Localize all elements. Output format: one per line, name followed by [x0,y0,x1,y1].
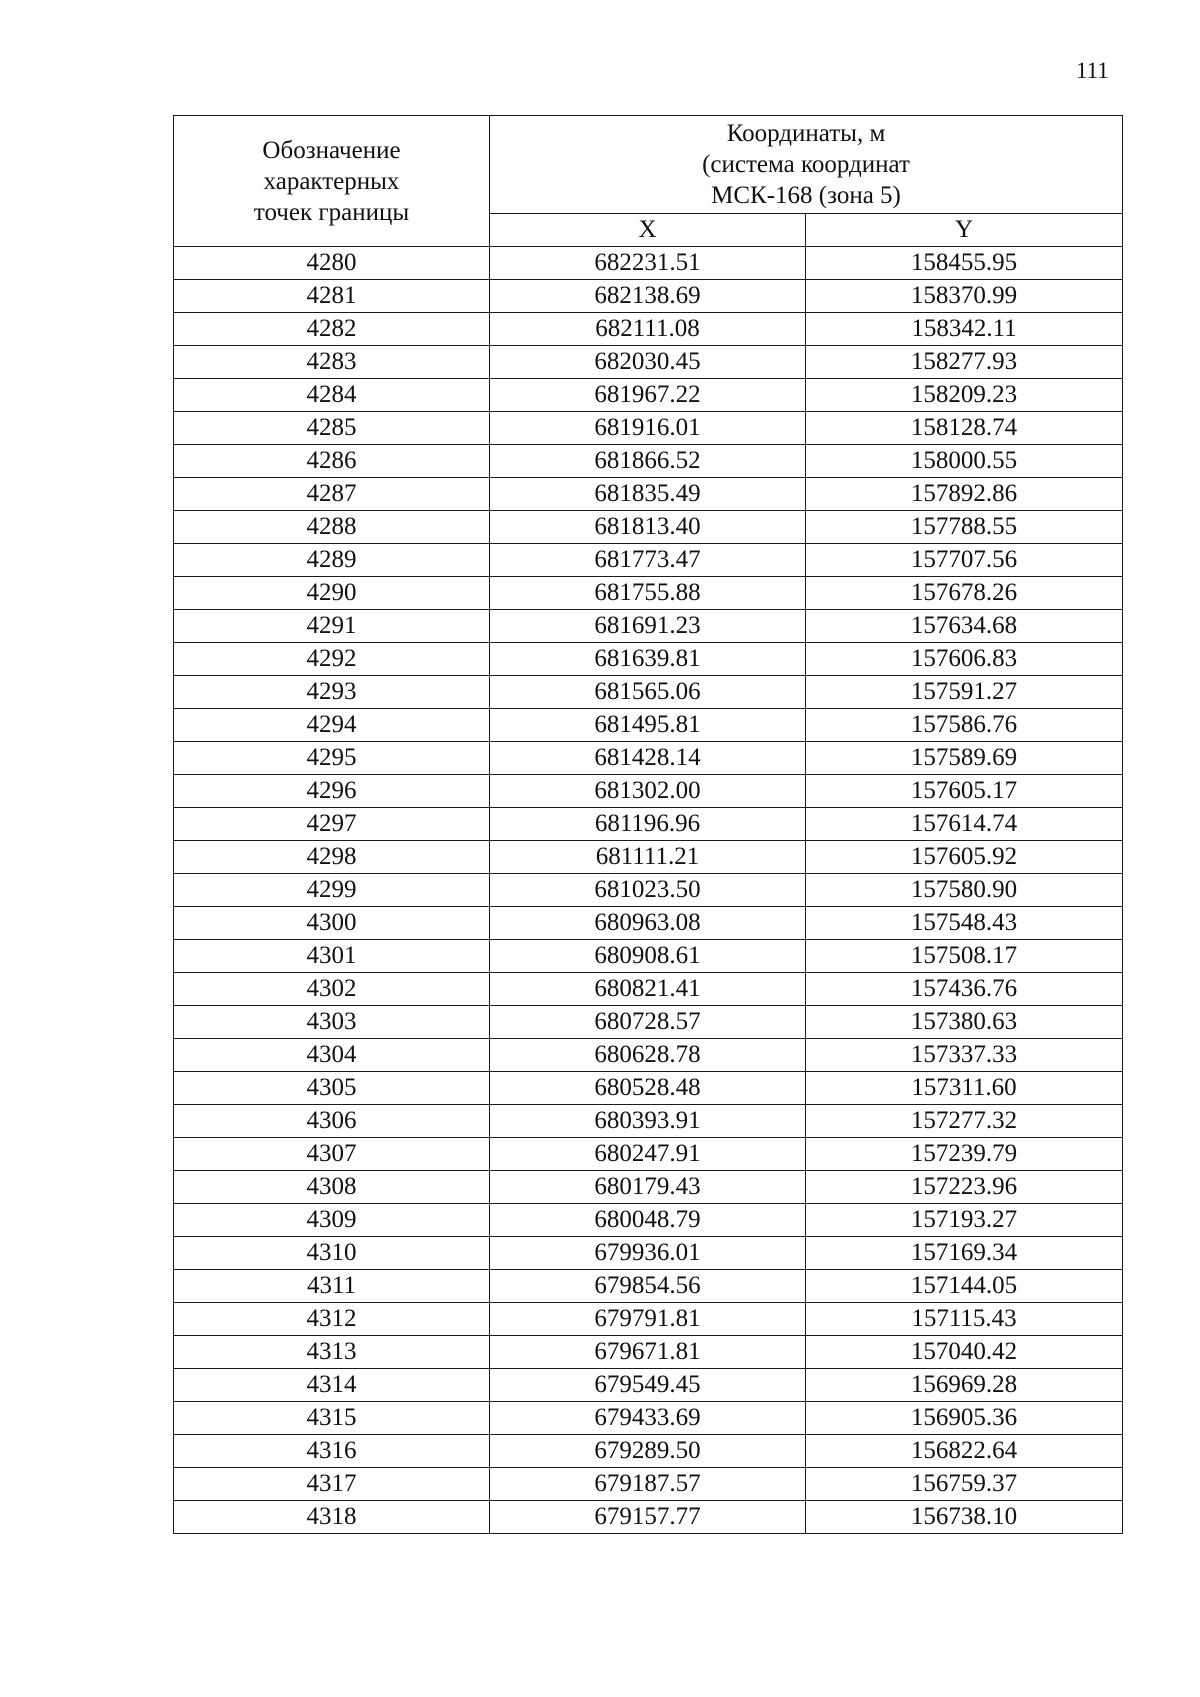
table-row [174,1138,1123,1171]
x-coordinate-cell: 682030.45 [490,346,806,379]
x-coordinate-cell: 679157.77 [490,1501,806,1534]
table-row [174,808,1123,841]
table-row [174,1039,1123,1072]
table-row [174,1369,1123,1402]
y-coordinate-cell: 156905.36 [806,1402,1123,1435]
y-coordinate-cell: 158128.74 [806,412,1123,445]
point-cell: 4287 [174,478,490,511]
table-row [174,511,1123,544]
y-coordinate-cell: 157614.74 [806,808,1123,841]
x-coordinate-cell: 681196.96 [490,808,806,841]
x-coordinate-cell: 681835.49 [490,478,806,511]
coords-header-line: Координаты, м [726,119,886,147]
y-coordinate-cell: 157605.92 [806,841,1123,874]
x-coordinate-cell: 681755.88 [490,577,806,610]
y-coordinate-cell: 157707.56 [806,544,1123,577]
table-row [174,775,1123,808]
point-cell: 4318 [174,1501,490,1534]
y-coordinate-cell: 157605.17 [806,775,1123,808]
y-coordinate-cell: 157508.17 [806,940,1123,973]
coordinates-header [490,116,1123,214]
point-cell: 4285 [174,412,490,445]
coordinates-table [173,115,1123,1534]
x-coordinate-cell: 681916.01 [490,412,806,445]
y-coordinate-cell: 158209.23 [806,379,1123,412]
point-cell: 4281 [174,280,490,313]
x-column-header: X [490,213,806,246]
table-row [174,247,1123,280]
x-coordinate-cell: 682231.51 [490,247,806,280]
table-row [174,1435,1123,1468]
x-coordinate-cell: 680628.78 [490,1039,806,1072]
table-row [174,1105,1123,1138]
coords-header-line: (система координат [702,150,910,178]
point-cell: 4308 [174,1171,490,1204]
x-coordinate-cell: 679549.45 [490,1369,806,1402]
x-coordinate-cell: 681302.00 [490,775,806,808]
point-cell: 4286 [174,445,490,478]
y-coordinate-cell: 158000.55 [806,445,1123,478]
y-coordinate-cell: 157606.83 [806,643,1123,676]
table-header [174,116,1123,247]
point-cell: 4293 [174,676,490,709]
table-row [174,709,1123,742]
point-cell: 4292 [174,643,490,676]
table-row [174,577,1123,610]
table-row [174,1336,1123,1369]
y-coordinate-cell: 158277.93 [806,346,1123,379]
x-coordinate-cell: 679433.69 [490,1402,806,1435]
point-cell: 4296 [174,775,490,808]
x-coordinate-cell: 681023.50 [490,874,806,907]
point-cell: 4307 [174,1138,490,1171]
y-coordinate-cell: 157586.76 [806,709,1123,742]
table-body [174,247,1123,1534]
x-coordinate-cell: 679187.57 [490,1468,806,1501]
y-coordinate-cell: 157436.76 [806,973,1123,1006]
y-coordinate-cell: 157169.34 [806,1237,1123,1270]
y-coordinate-cell: 157591.27 [806,676,1123,709]
y-coordinate-cell: 157380.63 [806,1006,1123,1039]
table-row [174,874,1123,907]
point-cell: 4315 [174,1402,490,1435]
y-coordinate-cell: 157311.60 [806,1072,1123,1105]
x-coordinate-cell: 679854.56 [490,1270,806,1303]
y-coordinate-cell: 157040.42 [806,1336,1123,1369]
x-coordinate-cell: 680821.41 [490,973,806,1006]
table-row [174,1237,1123,1270]
x-coordinate-cell: 681111.21 [490,841,806,874]
y-coordinate-cell: 157548.43 [806,907,1123,940]
point-cell: 4302 [174,973,490,1006]
point-cell: 4297 [174,808,490,841]
table-row [174,1468,1123,1501]
point-header-line: характерных [263,167,400,195]
y-coordinate-cell: 157144.05 [806,1270,1123,1303]
table-row [174,1270,1123,1303]
y-coordinate-cell: 157634.68 [806,610,1123,643]
y-coordinate-cell: 156822.64 [806,1435,1123,1468]
y-coordinate-cell: 157678.26 [806,577,1123,610]
x-coordinate-cell: 680963.08 [490,907,806,940]
table-row [174,907,1123,940]
y-coordinate-cell: 156759.37 [806,1468,1123,1501]
x-coordinate-cell: 682111.08 [490,313,806,346]
x-coordinate-cell: 679936.01 [490,1237,806,1270]
x-coordinate-cell: 680728.57 [490,1006,806,1039]
point-designation-header [174,116,490,247]
y-coordinate-cell: 156738.10 [806,1501,1123,1534]
table-row [174,544,1123,577]
table-row [174,1303,1123,1336]
point-header-line: точек границы [253,198,410,226]
point-cell: 4295 [174,742,490,775]
table-row [174,1501,1123,1534]
table-row [174,445,1123,478]
table-row [174,412,1123,445]
x-coordinate-cell: 680247.91 [490,1138,806,1171]
point-cell: 4294 [174,709,490,742]
point-cell: 4309 [174,1204,490,1237]
table-row [174,610,1123,643]
table-row [174,841,1123,874]
y-coordinate-cell: 158342.11 [806,313,1123,346]
table-row [174,1072,1123,1105]
point-cell: 4291 [174,610,490,643]
point-cell: 4312 [174,1303,490,1336]
point-cell: 4290 [174,577,490,610]
point-cell: 4283 [174,346,490,379]
table-row [174,643,1123,676]
point-cell: 4288 [174,511,490,544]
point-cell: 4310 [174,1237,490,1270]
point-cell: 4313 [174,1336,490,1369]
table-row [174,1006,1123,1039]
point-cell: 4305 [174,1072,490,1105]
y-coordinate-cell: 157115.43 [806,1303,1123,1336]
point-cell: 4280 [174,247,490,280]
point-header-line: Обозначение [262,136,401,164]
y-coordinate-cell: 156969.28 [806,1369,1123,1402]
y-column-header: Y [806,213,1123,246]
y-coordinate-cell: 157892.86 [806,478,1123,511]
page-number: 111 [1076,58,1109,83]
table-row [174,379,1123,412]
y-coordinate-cell: 157580.90 [806,874,1123,907]
point-cell: 4311 [174,1270,490,1303]
x-coordinate-cell: 681813.40 [490,511,806,544]
x-coordinate-cell: 680048.79 [490,1204,806,1237]
y-coordinate-cell: 157589.69 [806,742,1123,775]
table-row [174,313,1123,346]
x-coordinate-cell: 680179.43 [490,1171,806,1204]
point-cell: 4304 [174,1039,490,1072]
x-coordinate-cell: 680908.61 [490,940,806,973]
table-row [174,346,1123,379]
x-coordinate-cell: 681691.23 [490,610,806,643]
point-cell: 4317 [174,1468,490,1501]
point-cell: 4299 [174,874,490,907]
y-coordinate-cell: 157277.32 [806,1105,1123,1138]
x-coordinate-cell: 682138.69 [490,280,806,313]
table-row [174,676,1123,709]
y-coordinate-cell: 157223.96 [806,1171,1123,1204]
point-cell: 4303 [174,1006,490,1039]
table-row [174,280,1123,313]
table-row [174,973,1123,1006]
table-row [174,478,1123,511]
y-coordinate-cell: 157337.33 [806,1039,1123,1072]
x-coordinate-cell: 681565.06 [490,676,806,709]
y-coordinate-cell: 158455.95 [806,247,1123,280]
x-coordinate-cell: 681428.14 [490,742,806,775]
y-coordinate-cell: 158370.99 [806,280,1123,313]
point-cell: 4314 [174,1369,490,1402]
x-coordinate-cell: 679671.81 [490,1336,806,1369]
point-cell: 4282 [174,313,490,346]
y-coordinate-cell: 157788.55 [806,511,1123,544]
x-coordinate-cell: 679289.50 [490,1435,806,1468]
x-coordinate-cell: 680393.91 [490,1105,806,1138]
point-cell: 4298 [174,841,490,874]
x-coordinate-cell: 681866.52 [490,445,806,478]
table-row [174,940,1123,973]
x-coordinate-cell: 681967.22 [490,379,806,412]
coords-header-line: МСК-168 (зона 5) [711,181,901,209]
table-row [174,742,1123,775]
table-row [174,1204,1123,1237]
x-coordinate-cell: 679791.81 [490,1303,806,1336]
y-coordinate-cell: 157239.79 [806,1138,1123,1171]
x-coordinate-cell: 681495.81 [490,709,806,742]
x-coordinate-cell: 681773.47 [490,544,806,577]
table-row [174,1171,1123,1204]
table-row [174,1402,1123,1435]
point-cell: 4300 [174,907,490,940]
x-coordinate-cell: 681639.81 [490,643,806,676]
y-coordinate-cell: 157193.27 [806,1204,1123,1237]
point-cell: 4284 [174,379,490,412]
point-cell: 4289 [174,544,490,577]
point-cell: 4306 [174,1105,490,1138]
point-cell: 4316 [174,1435,490,1468]
x-coordinate-cell: 680528.48 [490,1072,806,1105]
point-cell: 4301 [174,940,490,973]
